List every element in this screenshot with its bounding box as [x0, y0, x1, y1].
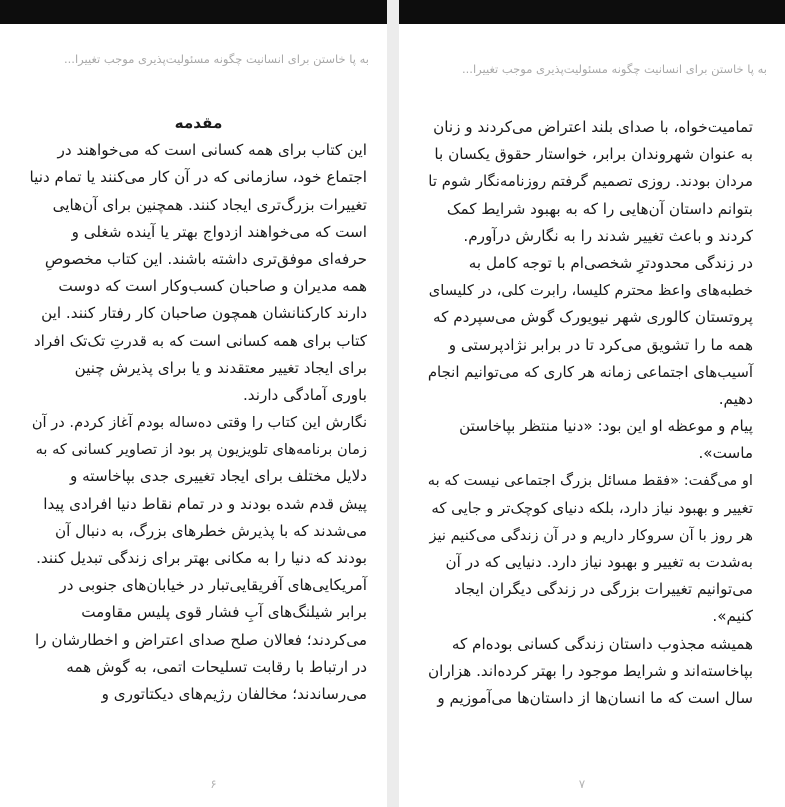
- running-head: به پا خاستن برای انسانیت چگونه مسئولیت‌پذیری موجب تغییرا...: [64, 52, 369, 66]
- text-line: همه ما را تشویق می‌کرد تا در برابر نژادپرستی و: [448, 335, 753, 354]
- text-line: پیام و موعظه او این بود: «دنیا منتظر بپاخاستن: [459, 417, 753, 436]
- text-line: خطبه‌های واعظ محترم کلیسا، رابرت کلی، در کلیسای: [428, 282, 753, 300]
- text-line: کتاب برای همه کسانی است که به قدرتِ تک‌تک افراد: [33, 331, 367, 350]
- text-line: تمامیت‌خواه، با صدای بلند اعتراض می‌کردند و زنان: [433, 118, 753, 136]
- text-line: در زندگی محدودترِ شخصی‌ام با توجه کامل به: [468, 253, 753, 272]
- text-line: دارند کارکنانشان همچون صاحبان کار رفتار کنند. این: [41, 304, 367, 323]
- section-heading: مقدمه: [174, 114, 223, 132]
- text-line: هر روز با آن سروکار داریم و در آن زندگی می‌کنیم نیز: [429, 526, 753, 544]
- text-line: می‌شدند که با پذیرش خطرهای بزرگ، به دنبال آن: [54, 521, 367, 540]
- page-number: ۶: [210, 777, 217, 791]
- text-line: او می‌گفت: «فقط مسائل بزرگ اجتماعی نیست که به: [427, 472, 753, 490]
- left-page: [0, 0, 387, 807]
- text-line: آسیب‌های اجتماعی زمانه هر کاری که می‌توانیم انجام: [427, 362, 753, 381]
- text-line: کردند و باعث تغییر شدند را به نگارش درآورم.: [463, 226, 753, 245]
- page-body: [30, 110, 367, 708]
- text-line: مردان بودند. روزی تصمیم گرفتم روزنامه‌نگار شوم تا: [428, 172, 753, 191]
- text-line: ماست».: [698, 444, 753, 463]
- text-line: به عنوان شهروندان برابر، خواستار حقوق یکسان با: [434, 145, 753, 164]
- text-line: به‌شدت به تغییر و بهبود نیاز دارد. دنیایی که در آن: [445, 553, 753, 571]
- text-line: زمان برنامه‌های تلویزیون پر بود از تصاویر کسانی که به: [35, 441, 367, 459]
- text-line: است که می‌خواهند ازدواج بهتر یا آینده شغلی و: [71, 222, 367, 241]
- top-bar: [399, 0, 785, 24]
- text-line: می‌توانیم تغییرات بزرگی در زندگی دیگران ایجاد: [454, 580, 753, 599]
- text-line: تغییر و بهبود نیاز دارد، بلکه دنیای کوچک‌تر و جایی که: [431, 498, 753, 517]
- page-body: [427, 114, 753, 712]
- text-line: در ارتباط با رقابت تسلیحات اتمی، به گوش همه: [66, 657, 367, 676]
- text-line: پروتستان کالوری شهر نیویورک گوش می‌سپردم که: [433, 308, 753, 327]
- page-number: ۷: [578, 777, 586, 791]
- text-line: دلایل مختلف برای ایجاد تغییری جدی بپاخاسته و: [69, 467, 367, 486]
- text-line: باوری آمادگی دارند.: [242, 385, 367, 404]
- text-line: تغییرات بزرگ‌تری ایجاد کنند. همچنین برای آن‌هایی: [52, 195, 367, 214]
- text-line: این کتاب برای همه کسانی است که می‌خواهند در: [57, 141, 367, 160]
- text-line: همه مدیران و صاحبان کسب‌وکار است که دوست: [58, 277, 367, 296]
- text-line: بتوانم داستان آن‌هایی را که به بهبود شرایط کمک: [446, 199, 753, 218]
- text-line: می‌کردند؛ فعالان صلح صدای اعتراض و اخطارشان را: [35, 630, 367, 649]
- text-line: پیش قدم شده بودند و در تمام نقاط دنیا افرادی پیدا: [43, 494, 367, 513]
- right-page: [399, 0, 785, 807]
- text-line: کنیم».: [712, 607, 753, 626]
- text-line: برابر شیلنگ‌های آبِ فشار قوی پلیس مقاومت: [81, 603, 367, 622]
- text-line: می‌رساندند؛ مخالفان رژیم‌های دیکتاتوری و: [101, 684, 367, 703]
- text-line: سال است که ما انسان‌ها از داستان‌ها می‌آموزیم و: [437, 688, 753, 707]
- text-line: بپاخاسته‌اند و شرایط موجود را بهتر کرده‌اند. هزاران: [427, 661, 753, 680]
- text-line: آمریکایی‌های آفریقایی‌تبار در خیابان‌های جنوبی در: [59, 576, 367, 595]
- text-line: حرفه‌ای موفق‌تری داشته باشند. این کتاب مخصوصِ: [44, 249, 367, 268]
- running-head: به پا خاستن برای انسانیت چگونه مسئولیت‌پذیری موجب تغییرا...: [462, 62, 767, 76]
- text-line: اجتماع خود، سازمانی که در آن کار می‌کنند یا تمام دنیا: [29, 168, 367, 187]
- top-bar: [0, 0, 387, 24]
- text-line: برای ایجاد تغییر معتقدند و یا برای پذیرش چنین: [74, 358, 367, 377]
- text-line: بودند که دنیا را به مکانی بهتر برای زندگی تبدیل کنند.: [36, 549, 367, 568]
- text-line: همیشه مجذوب داستان زندگی کسانی بوده‌ام که: [451, 634, 753, 653]
- text-line: دهیم.: [718, 389, 753, 408]
- text-line: نگارش این کتاب را وقتی ده‌ساله بودم آغاز کردم. در آن: [31, 414, 367, 432]
